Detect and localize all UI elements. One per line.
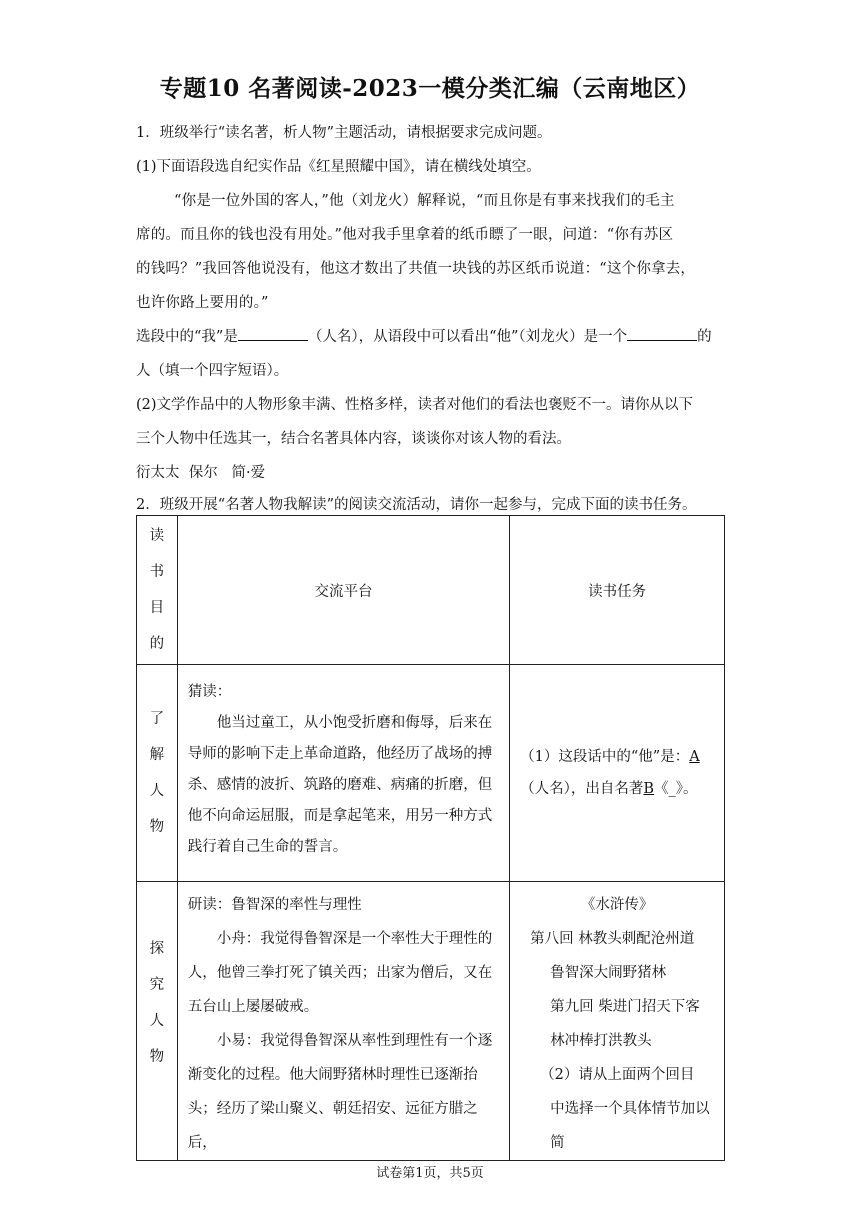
fill-a-after: （人名），从语段中可以看出“他”（刘龙火）是一个 (307, 329, 628, 345)
fill-a-end: 的 (697, 329, 712, 345)
reading-task-table (136, 515, 725, 1161)
explore-purpose-cell (137, 882, 178, 1161)
understand-purpose-cell (137, 665, 178, 882)
xiaozhou-opinion: 小舟：我觉得鲁智深是一个率性大于理性的人，他曾三拳打死了镇关西；出家为僧后，又在五台山上屡屡破戒。 (187, 931, 493, 1015)
guess-cell (177, 665, 509, 882)
q2-stem: 2．班级开展“名著人物我解读”的阅读交流活动，请你一起参与，完成下面的读书任务。 (136, 497, 697, 513)
quote-line-2: 席的。而且你的钱也没有用处。”他对我手里拿着的纸币瞟了一眼，问道：“你有苏区 (136, 227, 674, 243)
purpose-char: 人 (149, 1013, 165, 1029)
chapter-9-subtitle: 林冲棒打洪教头 (550, 1033, 652, 1049)
character-options: 衍太太 保尔 简·爱 (136, 465, 266, 481)
quote-line-4: 也许你路上要用的。” (136, 295, 269, 311)
purpose-char: 了 (149, 711, 165, 727)
fill-in-line (136, 325, 728, 346)
chapter-8-title: 第八回 林教头刺配沧州道 (530, 931, 695, 947)
answer-blank-a[interactable]: A (689, 749, 700, 765)
chapter-9-title: 第九回 柴进门招天下客 (550, 999, 700, 1015)
book-title: 《水浒传》 (580, 897, 654, 913)
purpose-char: 探 (149, 941, 165, 957)
xiaoyi-opinion: 小易：我觉得鲁智深从率性到理性有一个逐渐变化的过程。他大闹野猪林时理性已逐渐抬头；经历了梁山聚义、朝廷招安、远征方腊之后， (187, 1033, 493, 1151)
q1-part2-line-2: 三个人物中任选其一，结合名著具体内容，谈谈你对该人物的看法。 (136, 431, 571, 447)
answer-blank-2[interactable] (627, 326, 697, 341)
q1-part2-line-1: (2)文学作品中的人物形象丰满、性格多样，读者对他们的看法也褒贬不一。请你从以下 (136, 397, 694, 413)
header-task-cell (510, 516, 725, 665)
table-row-explore (137, 882, 725, 1161)
purpose-char: 的 (149, 636, 165, 652)
header-platform: 交流平台 (314, 583, 373, 600)
purpose-char: 解 (149, 747, 165, 763)
header-purpose-cell (137, 516, 178, 665)
task1-middle: （人名），出自名著 (520, 781, 644, 797)
task2-line-2: 中选择一个具体情节加以简 (550, 1101, 710, 1151)
answer-blank-b[interactable]: B (643, 781, 655, 797)
task2-cell (510, 882, 725, 1161)
guess-text: 他当过童工，从小饱受折磨和侮辱，后来在导师的影响下走上革命道路，他经历了战场的搏杀、感情的波折、筑路的磨难、病痛的折磨，但他不向命运屈服，而是拿起笔来，用另一种方式践行着自己生命的誓言。 (187, 715, 493, 855)
purpose-char: 书 (149, 564, 165, 580)
purpose-char: 物 (149, 819, 165, 835)
task1-cell (510, 665, 725, 882)
research-label: 研读：鲁智深的率性与理性 (187, 897, 362, 913)
task1-suffix: 《_》。 (654, 781, 698, 797)
table-row-understand (137, 665, 725, 882)
task1-prefix: （1）这段话中的“他”是： (520, 749, 690, 765)
quote-line-3: 的钱吗？”我回答他说没有，他这才数出了共值一块钱的苏区纸币说道：“这个你拿去， (136, 261, 696, 277)
task2-line-1: （2）请从上面两个回目 (540, 1067, 695, 1083)
purpose-char: 人 (149, 783, 165, 799)
purpose-char: 物 (149, 1049, 165, 1065)
purpose-char: 究 (149, 977, 165, 993)
quote-line-1: “你是一位外国的客人，”他（刘龙火）解释说，“而且你是有事来找我们的毛主 (174, 193, 675, 209)
guess-label: 猜读： (187, 684, 232, 700)
header-platform-cell (177, 516, 509, 665)
table-header-row (137, 516, 725, 665)
header-task: 读书任务 (588, 583, 647, 600)
fill-a-before: 选段中的“我”是 (136, 329, 238, 345)
page-footer: 试卷第1页，共5页 (376, 1166, 484, 1181)
purpose-char: 读 (149, 528, 165, 544)
answer-blank-1[interactable] (238, 326, 308, 341)
research-cell (177, 882, 509, 1161)
purpose-char: 目 (149, 600, 165, 616)
fill-b-line: 人（填一个四字短语）。 (136, 363, 289, 379)
q1-part1-intro: (1)下面语段选自纪实作品《红星照耀中国》，请在横线处填空。 (136, 159, 541, 175)
q1-stem: 1．班级举行“读名著，析人物”主题活动，请根据要求完成问题。 (136, 125, 552, 141)
page-title: 专题10 名著阅读-2023一模分类汇编（云南地区） (159, 75, 701, 102)
chapter-8-subtitle: 鲁智深大闹野猪林 (550, 965, 667, 981)
